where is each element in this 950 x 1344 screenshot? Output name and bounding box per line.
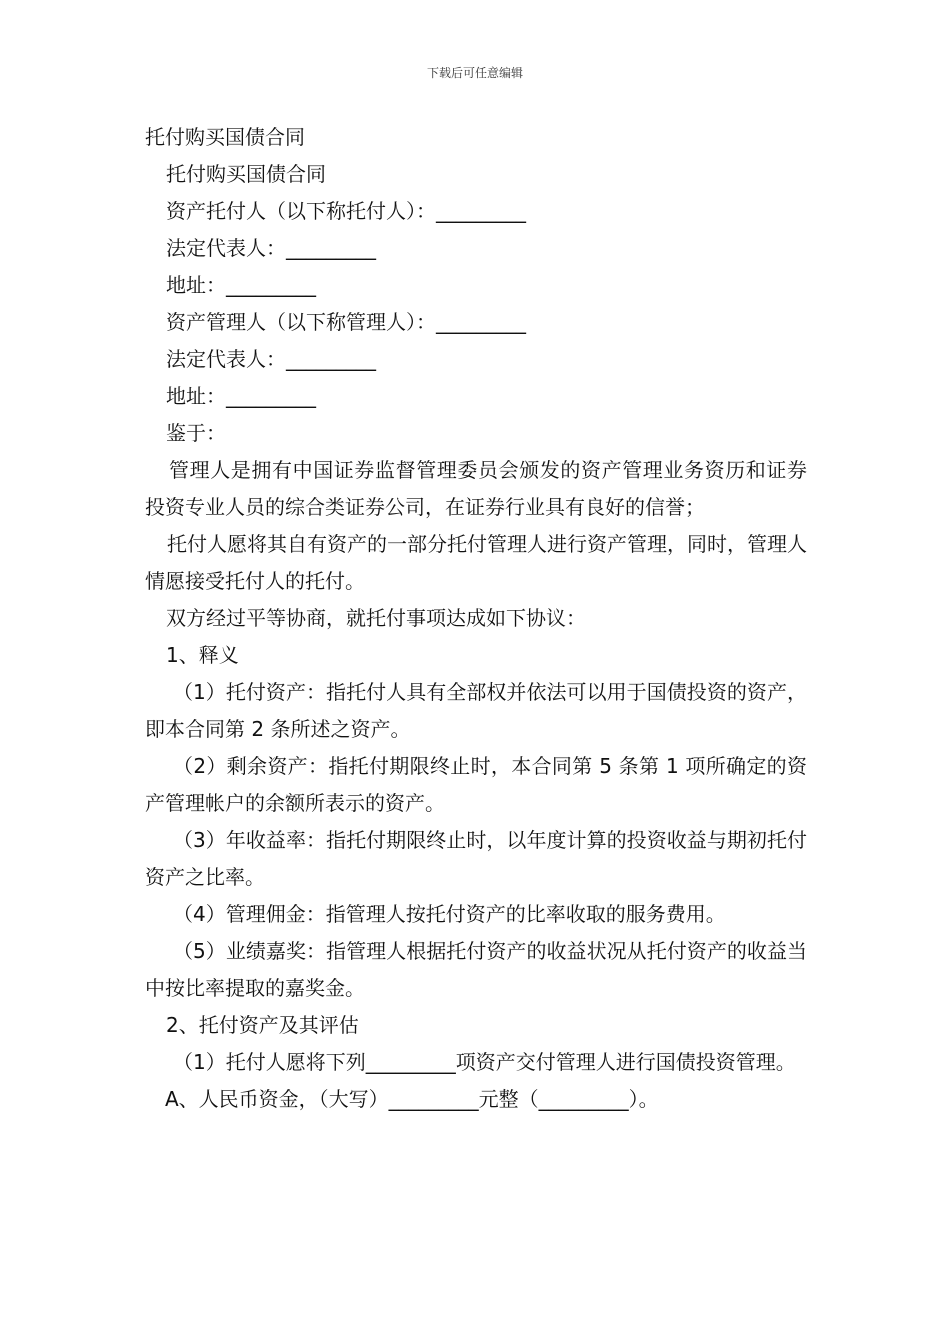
client-address: 地址：_________ bbox=[166, 273, 316, 297]
header-note: 下载后可任意编辑 bbox=[426, 66, 523, 80]
agreement-intro: 双方经过平等协商，就托付事项达成如下协议： bbox=[166, 606, 586, 630]
recital-2: 托付人愿将其自有资产的一部分托付管理人进行资产管理，同时，管理人情愿接受托付人的托付。 bbox=[145, 532, 807, 593]
client-representative: 法定代表人：_________ bbox=[166, 236, 376, 260]
section-1-title: 1、释义 bbox=[166, 643, 239, 667]
definition-5: （5）业绩嘉奖：指管理人根据托付资产的收益状况从托付资产的收益当中按比率提取的嘉奖金。 bbox=[145, 939, 807, 1000]
definition-3: （3）年收益率：指托付期限终止时，以年度计算的投资收益与期初托付资产之比率。 bbox=[145, 828, 807, 889]
whereas-heading: 鉴于： bbox=[166, 421, 226, 445]
asset-clause-a: A、人民币资金，（大写）_________元整（_________）。 bbox=[165, 1087, 659, 1111]
manager-line: 资产管理人（以下称管理人）：_________ bbox=[166, 310, 526, 334]
client-line: 资产托付人（以下称托付人）：_________ bbox=[166, 199, 526, 223]
manager-representative: 法定代表人：_________ bbox=[166, 347, 376, 371]
definition-4: （4）管理佣金：指管理人按托付资产的比率收取的服务费用。 bbox=[173, 902, 726, 926]
document-title: 托付购买国债合同 bbox=[145, 125, 305, 149]
contract-document bbox=[145, 119, 807, 1118]
section-2-title: 2、托付资产及其评估 bbox=[166, 1013, 359, 1037]
definition-1: （1）托付资产：指托付人具有全部权并依法可以用于国债投资的资产，即本合同第 2 条所述之资产。 bbox=[145, 680, 807, 741]
document-subtitle: 托付购买国债合同 bbox=[166, 162, 326, 186]
recital-1: 管理人是拥有中国证券监督管理委员会颁发的资产管理业务资历和证券投资专业人员的综合类证券公司，在证券行业具有良好的信誉； bbox=[145, 458, 807, 519]
manager-address: 地址：_________ bbox=[166, 384, 316, 408]
definition-2: （2）剩余资产：指托付期限终止时，本合同第 5 条第 1 项所确定的资产管理帐户的余额所表示的资产。 bbox=[145, 754, 807, 815]
asset-clause-1: （1）托付人愿将下列_________项资产交付管理人进行国债投资管理。 bbox=[173, 1050, 796, 1074]
